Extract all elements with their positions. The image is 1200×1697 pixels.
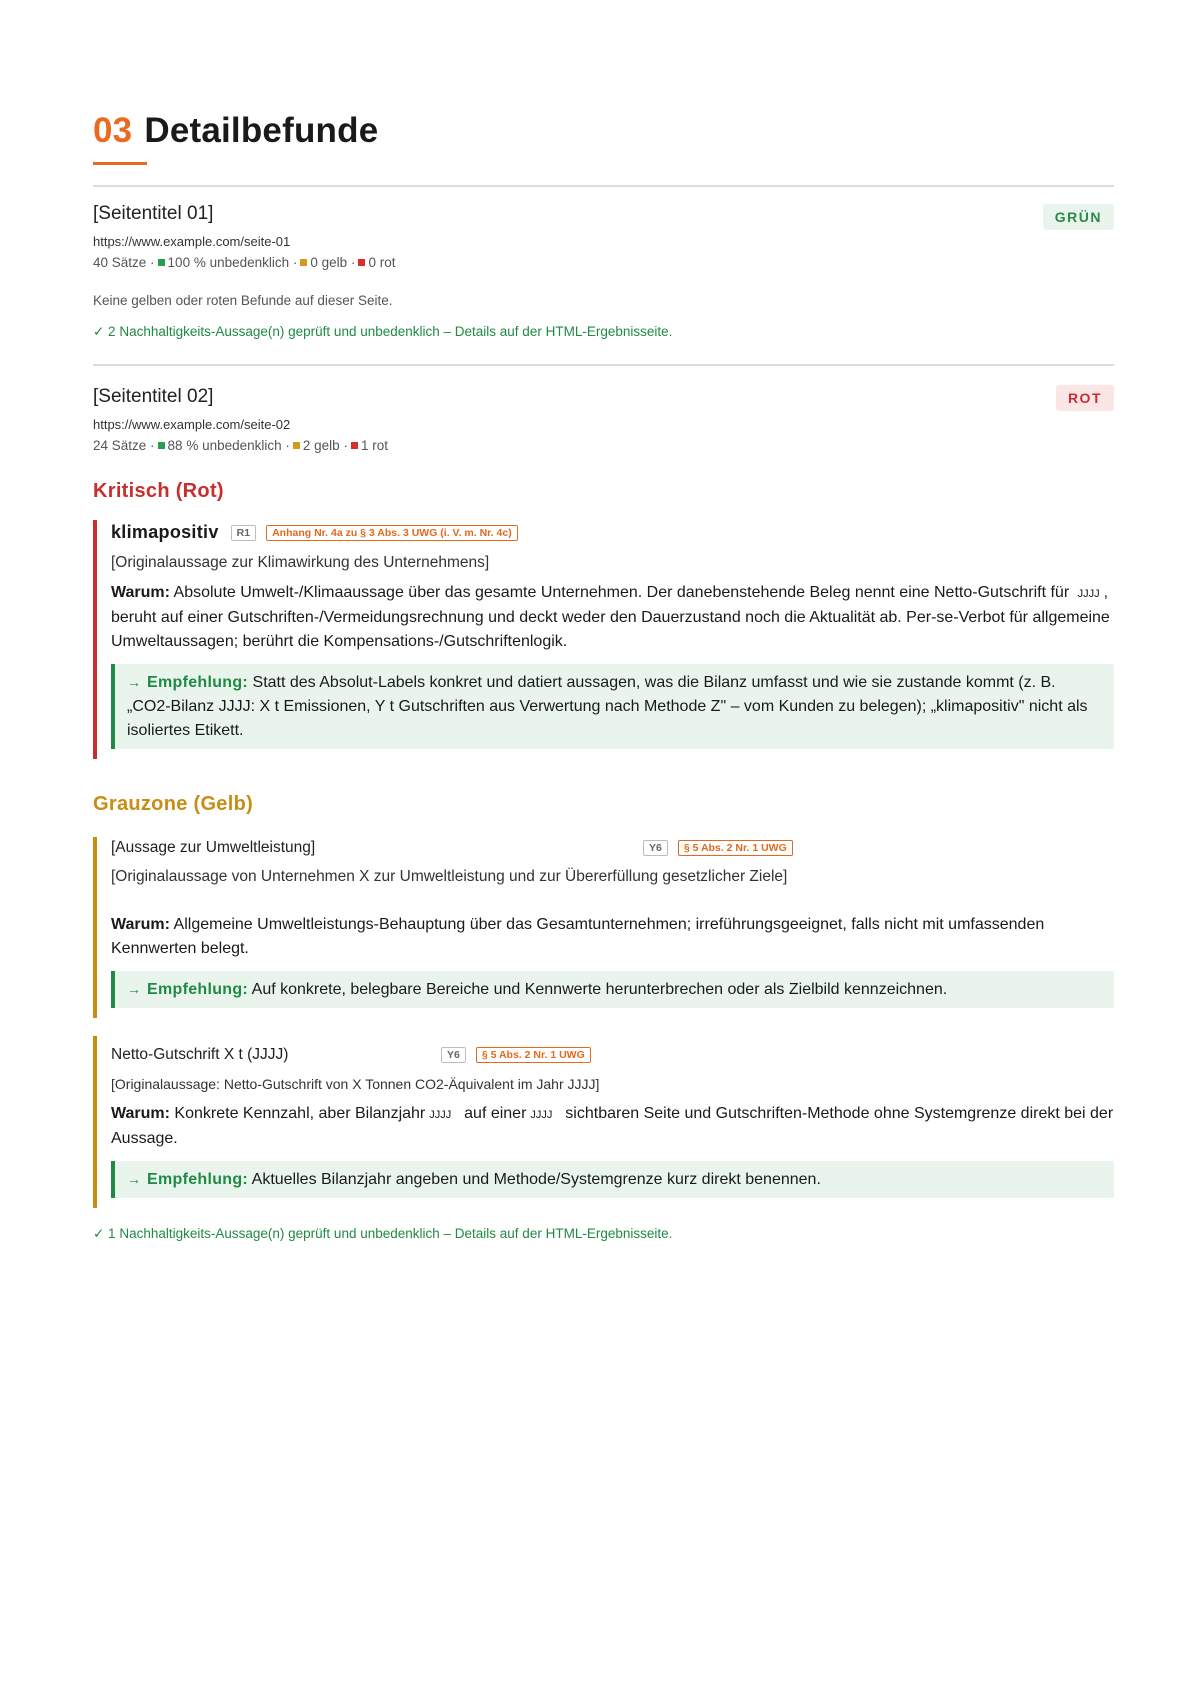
page-result-2 [93,364,1114,1242]
finding-term: klimapositiv [111,522,219,542]
title-underline [93,162,147,165]
reason-label: Warum: [111,916,170,933]
stat-safe: 88 % unbedenklich [167,438,282,453]
finding-yellow-1 [93,837,1114,1018]
green-square-icon [158,259,165,266]
stat-safe: 100 % unbedenklich [167,255,290,270]
red-square-icon [351,442,358,449]
stat-red: 0 rot [368,255,396,270]
red-square-icon [358,259,365,266]
rule-code-tag: Y6 [441,1047,466,1063]
status-badge: ROT [1056,385,1114,411]
reason-text: Allgemeine Umweltleistungs-Behauptung über das Gesamtunternehmen; irreführungsgeeignet, falls nicht mit umfassenden Kennwerten belegt. [111,916,1045,957]
stat-sentences: 24 Sätze [93,438,147,453]
reason-text-cont: , beruht auf einer Gutschriften-/Vermeidungsrechnung und deckt weder den Dauerzustand noch die Aktualität ab. Per-se-Verbot für allgemeine Umweltaussagen; berührt die Kompensations-/Gutschriftenlogik. [111,584,1110,650]
page-stats: 40 Sätze · 100 % unbedenklich · 0 gelb · 0 rot [93,255,396,270]
recommendation-box [111,664,1114,749]
green-square-icon [158,442,165,449]
section-title [93,108,1114,154]
yellow-square-icon [293,442,300,449]
grey-zone-heading: Grauzone (Gelb) [93,793,254,815]
arrow-right-icon: → [127,674,141,690]
stat-yellow: 2 gelb [302,438,340,453]
rule-code-tag: Y6 [643,840,668,856]
year-placeholder: JJJJ [429,1109,452,1121]
finding-yellow-2 [93,1036,1114,1208]
year-placeholder: JJJJ [530,1109,553,1121]
page-result-1 [93,185,1114,340]
year-placeholder: JJJJ [1077,588,1100,600]
status-badge: GRÜN [1043,204,1114,230]
page-stats: 24 Sätze · 88 % unbedenklich · 2 gelb · 1 rot [93,438,388,453]
reason-text: Absolute Umwelt-/Klimaaussage über das gesamte Unternehmen. Der danebenstehende Beleg nennt eine Netto-Gutschrift für [173,584,1070,601]
finding-reason [111,581,1114,654]
reason-label: Warum: [111,1105,170,1122]
section-number: 03 [93,111,133,150]
recommendation-label: Empfehlung: [147,981,249,998]
recommendation-text: Statt des Absolut-Labels konkret und datiert aussagen, was die Bilanz umfasst und wie sie zustande kommt (z. B. „CO2-Bilanz JJJJ: X t Emissionen, Y t Gutschriften aus Verwertung nach Methode Z" – vom Kunden zu belegen); „klimapositiv" nicht als isoliertes Etikett. [127,674,1088,739]
finding-label: Netto-Gutschrift X t (JJJJ) [111,1046,289,1063]
law-reference-tag: § 5 Abs. 2 Nr. 1 UWG [476,1047,591,1063]
no-findings-note: Keine gelben oder roten Befunde auf dieser Seite. [93,293,393,308]
stat-sentences: 40 Sätze [93,255,147,270]
recommendation-text: Aktuelles Bilanzjahr angeben und Methode/Systemgrenze kurz direkt benennen. [251,1171,821,1188]
arrow-right-icon: → [127,981,141,997]
page-title: [Seitentitel 01] [93,203,214,224]
finding-header [111,1046,1114,1064]
ok-note: ✓ 2 Nachhaltigkeits-Aussage(n) geprüft und unbedenklich – Details auf der HTML-Ergebnisseite. [93,324,673,339]
recommendation-label: Empfehlung: [147,1171,249,1188]
recommendation-box [111,1161,1114,1198]
finding-label: [Aussage zur Umweltleistung] [111,839,316,856]
stat-red: 1 rot [360,438,388,453]
reason-text-cont: auf einer [464,1105,527,1122]
stat-yellow: 0 gelb [310,255,348,270]
section-title-text: Detailbefunde [144,111,379,150]
rule-code-tag: R1 [231,525,256,541]
original-statement: [Originalaussage zur Klimawirkung des Unternehmens] [111,554,490,571]
original-statement: [Originalaussage: Netto-Gutschrift von X Tonnen CO2-Äquivalent im Jahr JJJJ] [111,1076,600,1092]
law-reference-tag: § 5 Abs. 2 Nr. 1 UWG [678,840,793,856]
reason-text: Konkrete Kennzahl, aber Bilanzjahr [174,1105,426,1122]
arrow-right-icon: → [127,1171,141,1187]
recommendation-box [111,971,1114,1008]
yellow-square-icon [300,259,307,266]
recommendation-text: Auf konkrete, belegbare Bereiche und Kennwerte herunterbrechen oder als Zielbild kennzeichnen. [251,981,948,998]
finding-header [111,522,1114,543]
page-url: https://www.example.com/seite-02 [93,417,291,432]
critical-heading: Kritisch (Rot) [93,480,224,502]
original-statement: [Originalaussage von Unternehmen X zur Umweltleistung und zur Übererfüllung gesetzlicher Ziele] [111,868,788,885]
page-url: https://www.example.com/seite-01 [93,234,291,249]
recommendation-label: Empfehlung: [147,674,249,691]
ok-note: ✓ 1 Nachhaltigkeits-Aussage(n) geprüft und unbedenklich – Details auf der HTML-Ergebnisseite. [93,1226,673,1241]
page-title: [Seitentitel 02] [93,386,214,407]
finding-reason [111,913,1114,961]
finding-red-1 [93,520,1114,759]
law-reference-tag: Anhang Nr. 4a zu § 3 Abs. 3 UWG (i. V. m. Nr. 4c) [266,525,518,541]
reason-text-end: sichtbaren Seite und Gutschriften-Methode ohne Systemgrenze direkt bei der Aussage. [111,1105,1114,1147]
finding-reason [111,1102,1114,1151]
reason-label: Warum: [111,584,170,601]
finding-header [111,839,1114,857]
